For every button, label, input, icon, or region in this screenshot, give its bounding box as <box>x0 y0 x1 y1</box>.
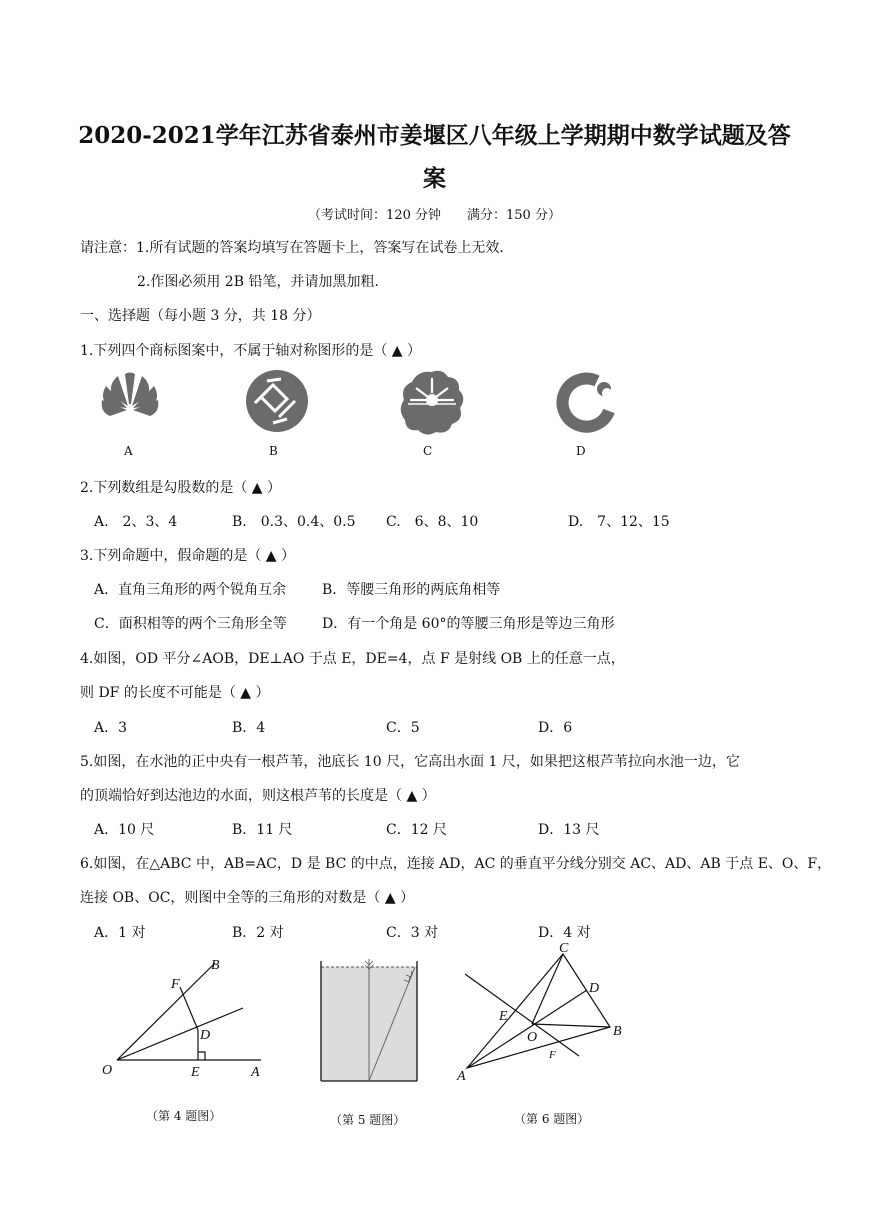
q4-option-b: B．4 <box>232 720 266 736</box>
q1-stem: 1.下列四个商标图案中，不属于轴对称图形的是（ ▲ ） <box>80 343 422 359</box>
q5-line2: 的顶端恰好到达池边的水面，则这根芦苇的长度是（ ▲ ） <box>80 788 436 804</box>
q1-logos <box>90 368 630 438</box>
q6-option-d: D．4 对 <box>538 925 591 941</box>
triangle-abc <box>467 954 610 1068</box>
fig6-label-f: F <box>549 1049 556 1061</box>
fig6-label-b: B <box>613 1024 622 1039</box>
page-title-cont: 案 <box>423 165 446 192</box>
figure-6-caption: （第 6 题图） <box>514 1112 590 1126</box>
q5-option-d: D．13 尺 <box>538 822 600 838</box>
figure-4-caption: （第 4 题图） <box>146 1109 222 1123</box>
q5-option-c: C．12 尺 <box>386 822 447 838</box>
fig6-label-c: C <box>559 941 569 956</box>
q4-line1: 4.如图，OD 平分∠AOB，DE⊥AO 于点 E，DE=4，点 F 是射线 OB 上的任意一点， <box>80 651 625 667</box>
q5-option-b: B．11 尺 <box>232 822 293 838</box>
logo-c-icon <box>401 371 464 435</box>
line-eof <box>465 974 579 1056</box>
fig4-label-b: B <box>211 958 220 973</box>
q3-stem: 3.下列命题中，假命题的是（ ▲ ） <box>80 548 296 564</box>
q2-option-d: D. 7、12、15 <box>568 514 670 530</box>
q3-option-d: D．有一个角是 60°的等腰三角形是等边三角形 <box>322 616 615 632</box>
q2-stem: 2.下列数组是勾股数的是（ ▲ ） <box>80 480 282 496</box>
q4-option-c: C．5 <box>386 720 420 736</box>
q6-option-b: B．2 对 <box>232 925 284 941</box>
fig6-label-o: O <box>527 1030 538 1045</box>
q2-option-c: C. 6、8、10 <box>386 514 479 530</box>
fig6-label-d: D <box>589 981 600 996</box>
logo-a-icon <box>102 373 159 417</box>
q1-label-a: A <box>124 444 133 458</box>
q4-option-d: D．6 <box>538 720 573 736</box>
q6-line2: 连接 OB、OC，则图中全等的三角形的对数是（ ▲ ） <box>80 890 415 906</box>
notice-line1: 请注意：1.所有试题的答案均填写在答题卡上，答案写在试卷上无效． <box>80 240 514 256</box>
q3-option-c: C．面积相等的两个三角形全等 <box>94 616 287 632</box>
q6-option-a: A．1 对 <box>94 925 146 941</box>
section-heading-choice: 一、选择题（每小题 3 分，共 18 分） <box>80 308 321 324</box>
q4-option-a: A．3 <box>94 720 128 736</box>
logo-b-icon <box>246 370 308 432</box>
logo-d-icon <box>563 379 612 427</box>
q3-option-a: A．直角三角形的两个锐角互余 <box>94 582 287 598</box>
page-title: 2020-2021学年江苏省泰州市姜堰区八年级上学期期中数学试题及答 <box>78 122 791 149</box>
q1-label-b: B <box>269 444 278 458</box>
right-angle-mark <box>198 1052 205 1060</box>
notice-line2: 2.作图必须用 2B 铅笔，并请加黑加粗． <box>137 274 389 290</box>
figure-5-caption: （第 5 题图） <box>330 1113 406 1127</box>
fig4-label-a: A <box>251 1065 260 1080</box>
figure-6 <box>455 938 635 1086</box>
segment-oc <box>532 954 563 1024</box>
q1-label-d: D <box>576 444 586 458</box>
figure-5 <box>315 955 425 1085</box>
segment-ad <box>467 990 587 1068</box>
q1-label-c: C <box>423 444 433 458</box>
exam-info: （考试时间：120 分钟 满分：150 分） <box>308 208 561 223</box>
q5-option-a: A．10 尺 <box>94 822 155 838</box>
q2-option-a: A. 2、3、4 <box>94 514 178 530</box>
q6-option-c: C．3 对 <box>386 925 439 941</box>
q5-line1: 5.如图，在水池的正中央有一根芦苇，池底长 10 尺，它高出水面 1 尺，如果把这根芦苇拉向水池一边，它 <box>80 754 740 770</box>
segment-fd <box>180 987 198 1030</box>
ray-od <box>117 1008 243 1060</box>
fig4-label-d: D <box>200 1028 211 1043</box>
figure-4 <box>95 950 275 1085</box>
fig4-label-e: E <box>191 1065 200 1080</box>
q4-line2: 则 DF 的长度不可能是（ ▲ ） <box>80 685 270 701</box>
q2-option-b: B. 0.3、0.4、0.5 <box>232 514 356 530</box>
q6-line1: 6.如图，在△ABC 中，AB=AC，D 是 BC 的中点，连接 AD，AC 的垂直平分线分别交 AC、AD、AB 于点 E、O、F， <box>80 856 832 872</box>
q3-option-b: B．等腰三角形的两底角相等 <box>322 582 501 598</box>
fig4-label-f: F <box>171 977 180 992</box>
fig6-label-e: E <box>499 1009 508 1024</box>
fig4-label-o: O <box>102 1063 113 1078</box>
fig6-label-a: A <box>457 1069 466 1084</box>
ray-ob <box>117 963 215 1060</box>
segment-ob <box>532 1024 610 1027</box>
